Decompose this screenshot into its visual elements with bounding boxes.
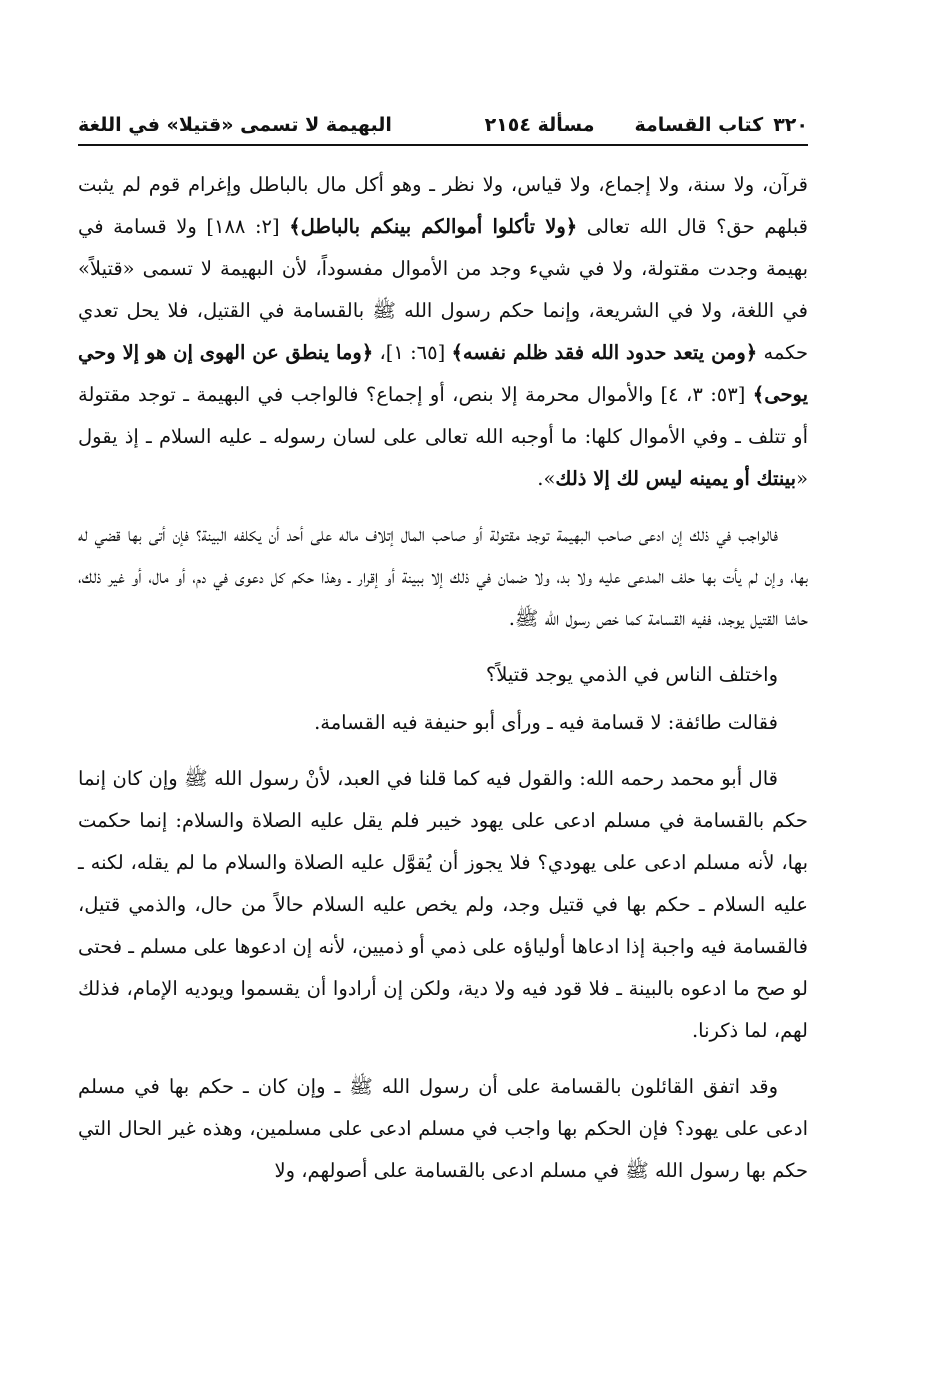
p1-text-c: [٢: ١٨٨] ولا قسامة في بهيمة وجدت مقتولة، ولا في شيء وجد من الأموال مفسوداً، لأن البهيمة لا تسمى «قتيلاً» في اللغة، ولا في الشريعة، وإنما حكم رسول الله ﷺ بالقسامة في القتيل، فلا يحل تعدي حكمه xyxy=(78,215,809,364)
issue-number: مسألة ٢١٥٤ xyxy=(484,114,595,136)
paragraph-3: واختلف الناس في الذمي يوجد قتيلاً؟ xyxy=(485,663,778,686)
p1-text-i: ». xyxy=(537,467,556,490)
paragraph-6: وقد اتفق القائلون بالقسامة على أن رسول الله ﷺ ـ وإن كان ـ حكم بها في مسلم ادعى على يهود؟ فإن الحكم بها واجب في مسلم ادعى على مسلمين، وهذه غير الحال التي حكم بها رسول الله ﷺ في مسلم ادعى بالقسامة على أصولهم، ولا xyxy=(78,1075,808,1182)
p1-text-g: [٥٣: ٣، ٤] والأموال محرمة إلا بنص، أو إجماع؟ فالواجب في البهيمة ـ توجد مقتولة أو تتلف ـ وفي الأموال كلها: ما أوجبه الله تعالى على لسان رسوله ـ عليه السلام ـ إذ يقول « xyxy=(78,383,808,490)
paragraph-4: فقالت طائفة: لا قسامة فيه ـ ورأى أبو حنيفة فيه القسامة. xyxy=(314,711,778,734)
header-book-info xyxy=(485,108,808,142)
quran-verse-1: ﴿ولا تأكلوا أموالكم بينكم بالباطل﴾ xyxy=(289,215,578,238)
book-title: كتاب القسامة xyxy=(634,114,764,136)
paragraph-1 xyxy=(78,164,808,500)
paragraph-5: قال أبو محمد رحمه الله: والقول فيه كما قلنا في العبد، لأنْ رسول الله ﷺ وإن كان إنما حكم بالقسامة في مسلم ادعى على يهود خيبر فلم يقل عليه الصلاة والسلام: إنما حكمت بها، لأنه مسلم ادعى على يهودي؟ فلا يجوز أن يُقوَّل عليه الصلاة والسلام ما لم يقله، لكنه ـ عليه السلام ـ حكم بها في قتيل وجد، ولم يخص عليه السلام حالاً من حال، والذمي قتيل، فالقسامة فيه واجبة إذا ادعاها أولياؤه على ذمي أو ذميين، لأنه إن ادعوها على مسلم ـ فحتى لو صح ما ادعوه بالبينة ـ فلا قود فيه ولا دية، ولكن إن أرادوا أن يقسموا ويوديه الإمام، فذلك لهم، لما ذكرنا. xyxy=(78,767,808,1042)
p1-text-a: قرآن، ولا سنة، ولا إجماع، ولا قياس، ولا نظر ـ وهو أكل مال بالباطل وإغرام قوم لم يثبت قبلهم حق؟ قال الله تعالى xyxy=(78,173,808,238)
header-divider xyxy=(78,144,808,146)
running-header xyxy=(78,108,808,142)
quran-verse-2: ﴿ومن يتعد حدود الله فقد ظلم نفسه﴾ xyxy=(451,341,758,364)
section-topic: البهيمة لا تسمى «قتيلا» في اللغة xyxy=(78,114,392,136)
book-page xyxy=(78,108,808,1206)
page-number: ٣٢٠ xyxy=(773,114,808,136)
p1-text-e: [٦٥: ١]، xyxy=(373,341,452,364)
hadith-quote: بينتك أو يمينه ليس لك إلا ذلك xyxy=(555,467,797,490)
paragraph-2: فالواجب في ذلك إن ادعى صاحب البهيمة توجد مقتولة أو صاحب المال إتلاف ماله على أحد أن يكلفه البينة؟ فإن أتى بها قضي له بها، وإن لم يأت بها حلف المدعى عليه ولا بد، ولا ضمان في ذلك إلا ببينة أو إقرار ـ وهذا حكم كل دعوى في دم، أو مال، أو غير ذلك، حاشا القتيل يوجد، ففيه القسامة كما خص رسول الله ﷺ. xyxy=(78,523,808,630)
quran-verse-3: ﴿وما ينطق عن الهوى إن هو إلا وحي يوحى﴾ xyxy=(78,341,808,406)
